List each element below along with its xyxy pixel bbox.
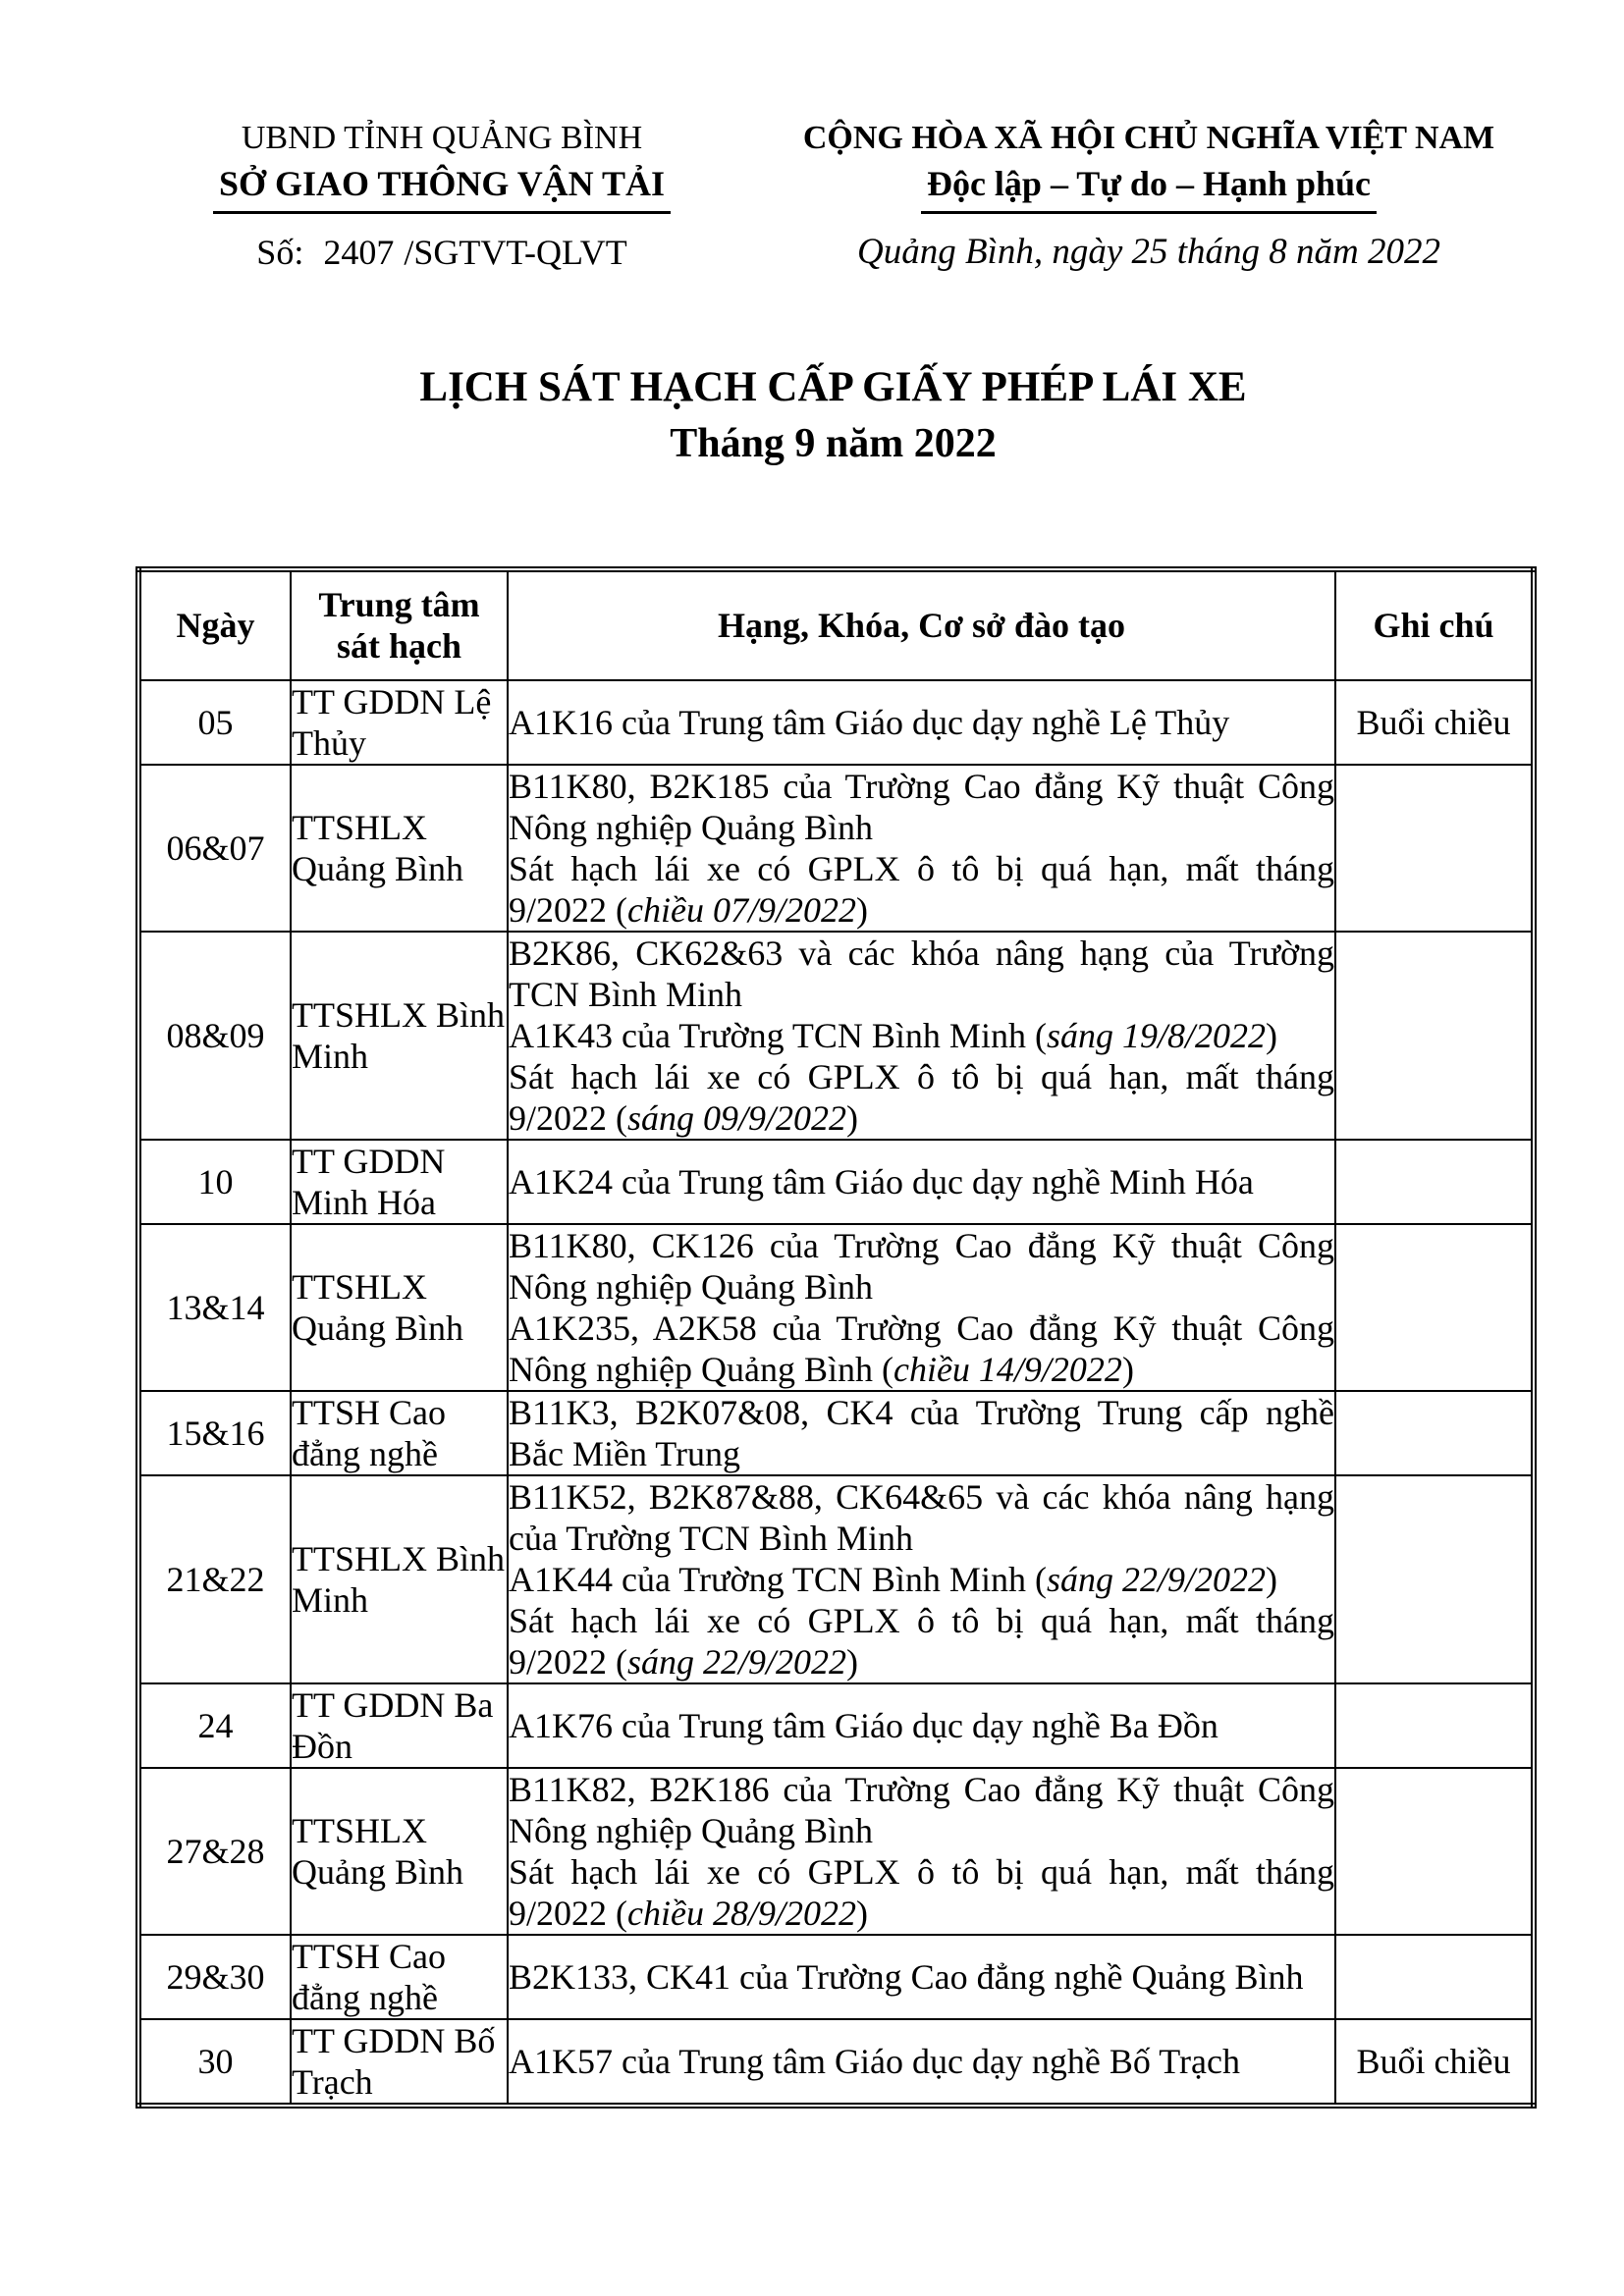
courses-cell [508,1224,1335,1391]
course-paragraph: Sát hạch lái xe có GPLX ô tô bị quá hạn, mất tháng 9/2022 (chiều 07/9/2022) [509,848,1334,930]
course-paragraph: Sát hạch lái xe có GPLX ô tô bị quá hạn, mất tháng 9/2022 (chiều 28/9/2022) [509,1851,1334,1933]
exam-center-cell: TT GDDN Bố Trạch [291,2019,508,2106]
courses-cell [508,1935,1335,2019]
document-number-suffix: /SGTVT-QLVT [404,233,627,272]
date-cell: 27&28 [138,1768,291,1935]
exam-center-cell: TTSH Cao đẳng nghề [291,1391,508,1475]
session-date-note: sáng 19/8/2022 [1046,1015,1266,1055]
course-paragraph: A1K43 của Trường TCN Bình Minh (sáng 19/8/2022) [509,1015,1277,1055]
note-cell [1335,1683,1534,1768]
course-paragraph: B2K133, CK41 của Trường Cao đẳng nghề Quảng Bình [509,1956,1304,1997]
date-cell: 21&22 [138,1475,291,1683]
courses-cell [508,1475,1335,1683]
schedule-table-header [138,569,1534,680]
course-paragraph: A1K24 của Trung tâm Giáo dục dạy nghề Minh Hóa [509,1161,1254,1201]
course-paragraph: B11K3, B2K07&08, CK4 của Trường Trung cấp nghề Bắc Miền Trung [509,1392,1334,1473]
table-row [138,680,1534,765]
date-cell: 05 [138,680,291,765]
course-paragraph: B11K80, B2K185 của Trường Cao đẳng Kỹ thuật Công Nông nghiệp Quảng Bình [509,766,1334,847]
table-row [138,1683,1534,1768]
national-motto-line [756,161,1542,214]
issuing-authority-name: SỞ GIAO THÔNG VẬN TẢI [213,161,671,214]
note-cell [1335,1935,1534,2019]
courses-cell [508,765,1335,932]
course-paragraph: A1K57 của Trung tâm Giáo dục dạy nghề Bố Trạch [509,2041,1240,2081]
document-subtitle: Tháng 9 năm 2022 [670,421,997,467]
table-row [138,932,1534,1140]
document-number-value: 2407 [323,233,395,272]
exam-center-cell: TT GDDN Minh Hóa [291,1140,508,1224]
course-paragraph: A1K16 của Trung tâm Giáo dục dạy nghề Lệ Thủy [509,702,1230,742]
note-cell [1335,1475,1534,1683]
exam-center-cell: TTSHLX Quảng Bình [291,1224,508,1391]
note-cell [1335,1768,1534,1935]
note-cell [1335,1140,1534,1224]
note-cell [1335,765,1534,932]
table-row [138,765,1534,932]
national-title: CỘNG HÒA XÃ HỘI CHỦ NGHĨA VIỆT NAM [802,120,1495,156]
table-row [138,1224,1534,1391]
session-date-note: sáng 22/9/2022 [1046,1559,1266,1599]
course-paragraph: A1K76 của Trung tâm Giáo dục dạy nghề Ba Đồn [509,1705,1218,1745]
table-row [138,1391,1534,1475]
courses-cell [508,680,1335,765]
exam-center-cell: TTSHLX Quảng Bình [291,765,508,932]
exam-center-cell: TTSHLX Bình Minh [291,1475,508,1683]
date-cell: 10 [138,1140,291,1224]
column-header-date: Ngày [138,569,291,680]
note-cell [1335,1391,1534,1475]
exam-center-cell: TTSH Cao đẳng nghề [291,1935,508,2019]
document-title-block [135,359,1531,472]
courses-cell [508,1391,1335,1475]
table-row [138,1475,1534,1683]
national-header-block [756,116,1542,275]
course-paragraph: B2K86, CK62&63 và các khóa nâng hạng của Trường TCN Bình Minh [509,933,1334,1014]
exam-center-cell: TTSHLX Bình Minh [291,932,508,1140]
session-date-note: chiều 14/9/2022 [893,1349,1122,1389]
issuing-authority-name-line [137,161,746,214]
note-cell: Buổi chiều [1335,680,1534,765]
course-paragraph: B11K52, B2K87&88, CK64&65 và các khóa nâng hạng của Trường TCN Bình Minh [509,1476,1334,1558]
note-cell [1335,932,1534,1140]
course-paragraph: A1K235, A2K58 của Trường Cao đẳng Kỹ thuật Công Nông nghiệp Quảng Bình (chiều 14/9/2022) [509,1308,1334,1389]
date-cell: 06&07 [138,765,291,932]
column-header-note: Ghi chú [1335,569,1534,680]
document-number-label: Số: [256,233,304,272]
courses-cell [508,932,1335,1140]
date-cell: 24 [138,1683,291,1768]
date-cell: 30 [138,2019,291,2106]
course-paragraph: B11K80, CK126 của Trường Cao đẳng Kỹ thuật Công Nông nghiệp Quảng Bình [509,1225,1334,1307]
column-header-courses: Hạng, Khóa, Cơ sở đào tạo [508,569,1335,680]
session-date-note: sáng 22/9/2022 [627,1641,847,1682]
issuing-authority-parent: UBND TỈNH QUẢNG BÌNH [241,120,643,156]
courses-cell [508,1768,1335,1935]
table-row [138,2019,1534,2106]
course-paragraph: B11K82, B2K186 của Trường Cao đẳng Kỹ thuật Công Nông nghiệp Quảng Bình [509,1769,1334,1850]
courses-cell [508,2019,1335,2106]
exam-center-cell: TTSHLX Quảng Bình [291,1768,508,1935]
courses-cell [508,1683,1335,1768]
national-motto: Độc lập – Tự do – Hạnh phúc [921,161,1377,214]
date-cell: 29&30 [138,1935,291,2019]
document-title: LỊCH SÁT HẠCH CẤP GIẤY PHÉP LÁI XE [419,364,1247,410]
course-paragraph: Sát hạch lái xe có GPLX ô tô bị quá hạn, mất tháng 9/2022 (sáng 22/9/2022) [509,1600,1334,1682]
note-cell [1335,1224,1534,1391]
document-number [137,230,746,275]
exam-center-cell: TT GDDN Lệ Thủy [291,680,508,765]
column-header-center: Trung tâm sát hạch [291,569,508,680]
course-paragraph: A1K44 của Trường TCN Bình Minh (sáng 22/9/2022) [509,1559,1277,1599]
issuing-authority-block [137,116,746,275]
document-header [0,116,1624,275]
session-date-note: sáng 09/9/2022 [627,1097,847,1138]
table-row [138,1935,1534,2019]
exam-center-cell: TT GDDN Ba Đồn [291,1683,508,1768]
note-cell: Buổi chiều [1335,2019,1534,2106]
course-paragraph: Sát hạch lái xe có GPLX ô tô bị quá hạn, mất tháng 9/2022 (sáng 09/9/2022) [509,1056,1334,1138]
table-row [138,1140,1534,1224]
session-date-note: chiều 28/9/2022 [627,1893,856,1933]
date-cell: 15&16 [138,1391,291,1475]
courses-cell [508,1140,1335,1224]
schedule-table-body [138,680,1534,2106]
header-row [138,569,1534,680]
schedule-table [135,566,1537,2109]
date-cell: 13&14 [138,1224,291,1391]
place-and-date: Quảng Bình, ngày 25 tháng 8 năm 2022 [856,232,1441,272]
session-date-note: chiều 07/9/2022 [627,889,856,930]
date-cell: 08&09 [138,932,291,1140]
table-row [138,1768,1534,1935]
